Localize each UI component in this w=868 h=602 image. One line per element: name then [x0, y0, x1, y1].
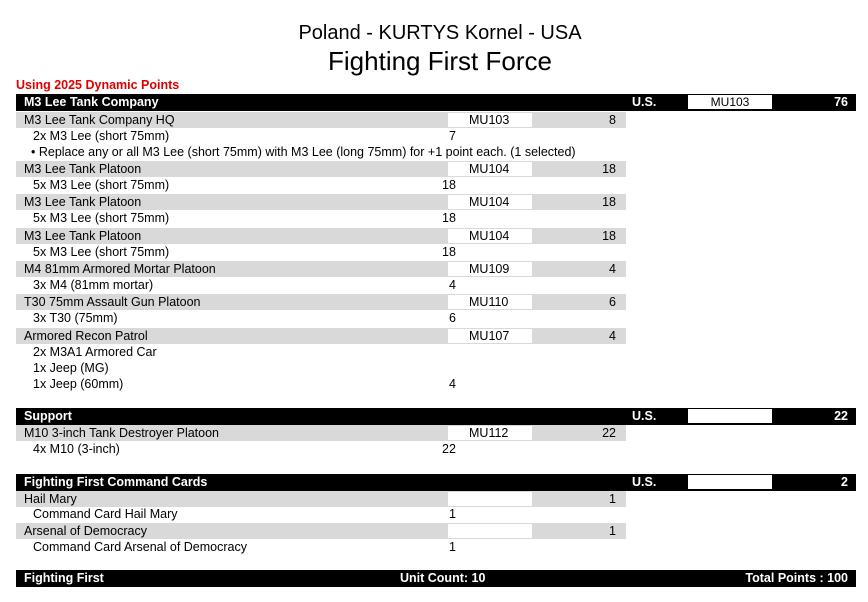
- card-points: 1: [609, 524, 616, 538]
- unit-detail-points: 4: [449, 278, 456, 292]
- unit-detail: 4x M10 (3-inch): [33, 442, 120, 456]
- unit-detail: 1x Jeep (MG): [33, 361, 109, 375]
- points-note: Using 2025 Dynamic Points: [16, 78, 180, 92]
- cards-title: Fighting First Command Cards: [24, 475, 208, 489]
- unit-detail-points: 18: [442, 211, 456, 225]
- unit-name: M3 Lee Tank Platoon: [24, 229, 142, 243]
- footer-force: Fighting First: [24, 571, 104, 585]
- card-row: [16, 523, 626, 539]
- unit-row: [16, 161, 626, 177]
- cards-code: [688, 475, 772, 489]
- unit-detail-points: 6: [449, 311, 456, 325]
- unit-code: MU112: [448, 426, 532, 440]
- unit-name: M3 Lee Tank Platoon: [24, 195, 142, 209]
- unit-detail: 2x M3 Lee (short 75mm): [33, 129, 170, 143]
- unit-detail-points: 18: [442, 178, 456, 192]
- unit-detail: 5x M3 Lee (short 75mm): [33, 178, 170, 192]
- unit-name: T30 75mm Assault Gun Platoon: [24, 295, 201, 309]
- nation-label: U.S.: [632, 475, 657, 489]
- support-title: Support: [24, 409, 72, 423]
- unit-row: [16, 425, 626, 441]
- total-points: Total Points : 100: [745, 571, 848, 585]
- unit-option: • Replace any or all M3 Lee (short 75mm) with M3 Lee (long 75mm) for +1 point each. (1 selected): [31, 145, 576, 159]
- formation-points: 76: [834, 95, 848, 109]
- formation-code: MU103: [688, 95, 772, 109]
- unit-detail-points: 18: [442, 245, 456, 259]
- unit-code: MU110: [448, 295, 532, 309]
- unit-detail: 5x M3 Lee (short 75mm): [33, 211, 170, 225]
- list-title: Poland - KURTYS Kornel - USA: [298, 22, 582, 44]
- unit-points: 18: [602, 195, 616, 209]
- unit-code: MU103: [448, 113, 532, 127]
- unit-code: MU104: [448, 162, 532, 176]
- unit-code: MU107: [448, 329, 532, 343]
- unit-detail: 5x M3 Lee (short 75mm): [33, 245, 170, 259]
- card-detail: Command Card Arsenal of Democracy: [33, 540, 247, 554]
- cards-header: [16, 474, 856, 491]
- formation-header: [16, 94, 856, 111]
- unit-count: Unit Count: 10: [400, 571, 486, 585]
- card-points: 1: [609, 492, 616, 506]
- unit-detail: 3x M4 (81mm mortar): [33, 278, 154, 292]
- unit-row: [16, 294, 626, 310]
- list-footer: [16, 570, 856, 587]
- unit-row: [16, 194, 626, 210]
- unit-detail-points: 7: [449, 129, 456, 143]
- unit-name: M3 Lee Tank Platoon: [24, 162, 142, 176]
- unit-code: MU109: [448, 262, 532, 276]
- unit-points: 6: [609, 295, 616, 309]
- unit-detail: 2x M3A1 Armored Car: [33, 345, 157, 359]
- unit-row: [16, 328, 626, 344]
- card-name: Hail Mary: [24, 492, 77, 506]
- card-detail: Command Card Hail Mary: [33, 507, 178, 521]
- unit-points: 4: [609, 329, 616, 343]
- formation-title: M3 Lee Tank Company: [24, 95, 159, 109]
- nation-label: U.S.: [632, 409, 657, 423]
- unit-detail: 3x T30 (75mm): [33, 311, 118, 325]
- card-row: [16, 491, 626, 507]
- card-detail-points: 1: [449, 507, 456, 521]
- unit-detail-points: 4: [449, 377, 456, 391]
- force-title: Fighting First Force: [328, 46, 552, 76]
- unit-points: 8: [609, 113, 616, 127]
- unit-detail-points: 22: [442, 442, 456, 456]
- cards-points: 2: [841, 475, 848, 489]
- unit-detail: 1x Jeep (60mm): [33, 377, 124, 391]
- unit-points: 18: [602, 162, 616, 176]
- unit-points: 4: [609, 262, 616, 276]
- unit-name: M3 Lee Tank Company HQ: [24, 113, 175, 127]
- support-code: [688, 409, 772, 423]
- support-header: [16, 408, 856, 425]
- card-code: [448, 492, 532, 506]
- card-detail-points: 1: [449, 540, 456, 554]
- card-code: [448, 524, 532, 538]
- unit-name: M10 3-inch Tank Destroyer Platoon: [24, 426, 220, 440]
- unit-points: 22: [602, 426, 616, 440]
- unit-row: [16, 261, 626, 277]
- unit-points: 18: [602, 229, 616, 243]
- nation-label: U.S.: [632, 95, 657, 109]
- unit-name: M4 81mm Armored Mortar Platoon: [24, 262, 216, 276]
- unit-code: MU104: [448, 195, 532, 209]
- unit-row: [16, 112, 626, 128]
- support-points: 22: [834, 409, 848, 423]
- unit-row: [16, 228, 626, 244]
- unit-name: Armored Recon Patrol: [24, 329, 148, 343]
- card-name: Arsenal of Democracy: [24, 524, 147, 538]
- unit-code: MU104: [448, 229, 532, 243]
